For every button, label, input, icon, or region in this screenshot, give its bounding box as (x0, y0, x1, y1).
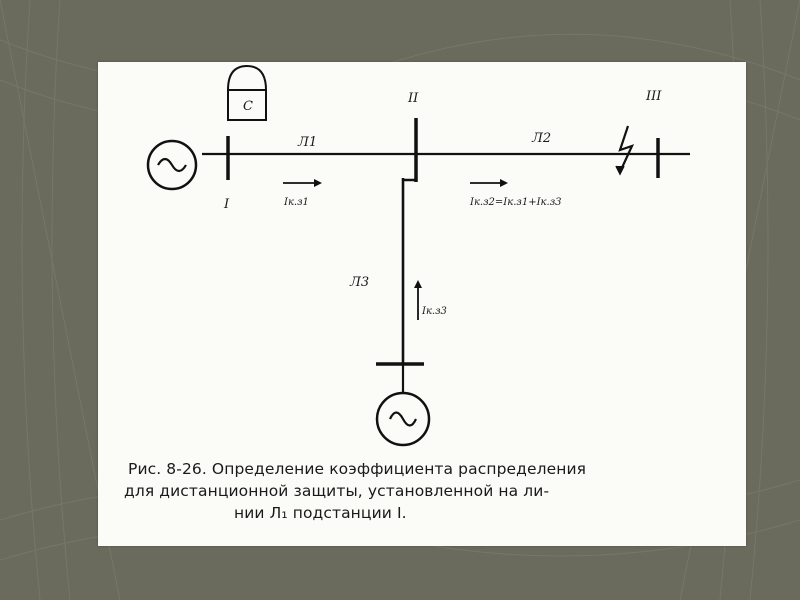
caption-line-1: Рис. 8-26. Определение коэффициента распределения (128, 460, 587, 478)
fault-icon (620, 126, 632, 172)
relay-c (228, 66, 266, 120)
bus-1-label: I (224, 197, 230, 212)
caption-line-2: для дистанционной защиты, установленной на ли- (124, 482, 550, 500)
current-i1-label: Iк.з1 (284, 197, 309, 208)
bus-2-label: II (408, 91, 419, 106)
line-1-label: Л1 (298, 135, 318, 150)
caption-line-3: нии Л₁ подстанции I. (234, 504, 407, 522)
current-i3-label: Iк.з3 (422, 306, 447, 317)
bus-3-label: III (646, 89, 662, 104)
current-i2-formula: Iк.з2=Iк.з1+Iк.з3 (470, 197, 562, 208)
line-3-label: Л3 (350, 275, 370, 290)
generator-2 (377, 393, 429, 445)
relay-label: C (243, 99, 253, 114)
generator-1 (148, 141, 196, 189)
figure-panel (98, 62, 746, 546)
figure-caption (124, 458, 724, 524)
line-2-label: Л2 (532, 131, 552, 146)
